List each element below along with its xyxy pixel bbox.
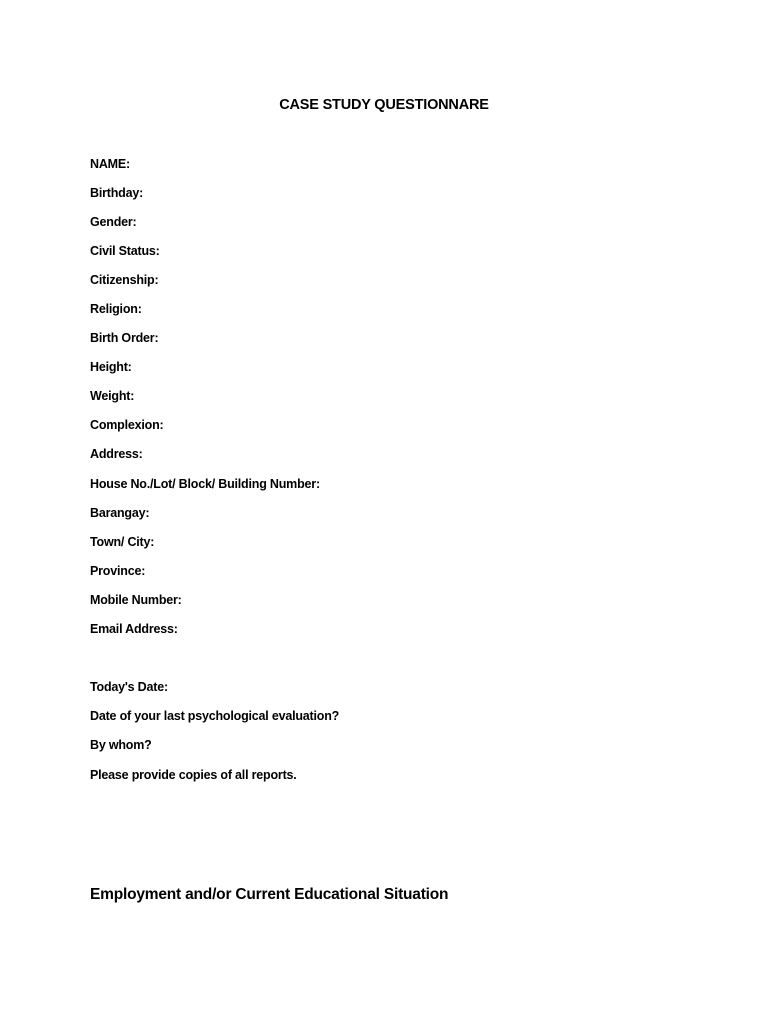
field-label-birth-order: Birth Order: [90,331,159,346]
field-label-name: NAME: [90,157,130,171]
document-title: CASE STUDY QUESTIONNARE [279,97,489,113]
field-label-house-number: House No./Lot/ Block/ Building Number: [90,476,320,491]
evaluation-fields [90,679,339,796]
field-label-citizenship: Citizenship: [90,273,159,288]
field-label-civil-status: Civil Status: [90,244,160,259]
personal-info-fields [90,156,320,650]
reports-instruction: Please provide copies of all reports. [90,767,297,782]
field-label-height: Height: [90,360,132,375]
section-heading-employment: Employment and/or Current Educational Situation [90,886,449,903]
field-label-email-address: Email Address: [90,621,178,636]
field-label-last-evaluation-date: Date of your last psychological evaluation? [90,709,340,724]
field-label-mobile-number: Mobile Number: [90,592,182,607]
field-label-religion: Religion: [90,302,142,317]
field-label-barangay: Barangay: [90,505,150,520]
field-label-birthday: Birthday: [90,186,144,201]
field-label-province: Province: [90,563,146,578]
field-label-complexion: Complexion: [90,418,164,433]
field-label-address: Address: [90,447,143,462]
field-label-evaluated-by: By whom? [90,738,152,753]
field-label-town-city: Town/ City: [90,534,155,549]
field-label-weight: Weight: [90,389,135,404]
field-label-gender: Gender: [90,215,137,230]
field-label-todays-date: Today's Date: [90,680,168,694]
